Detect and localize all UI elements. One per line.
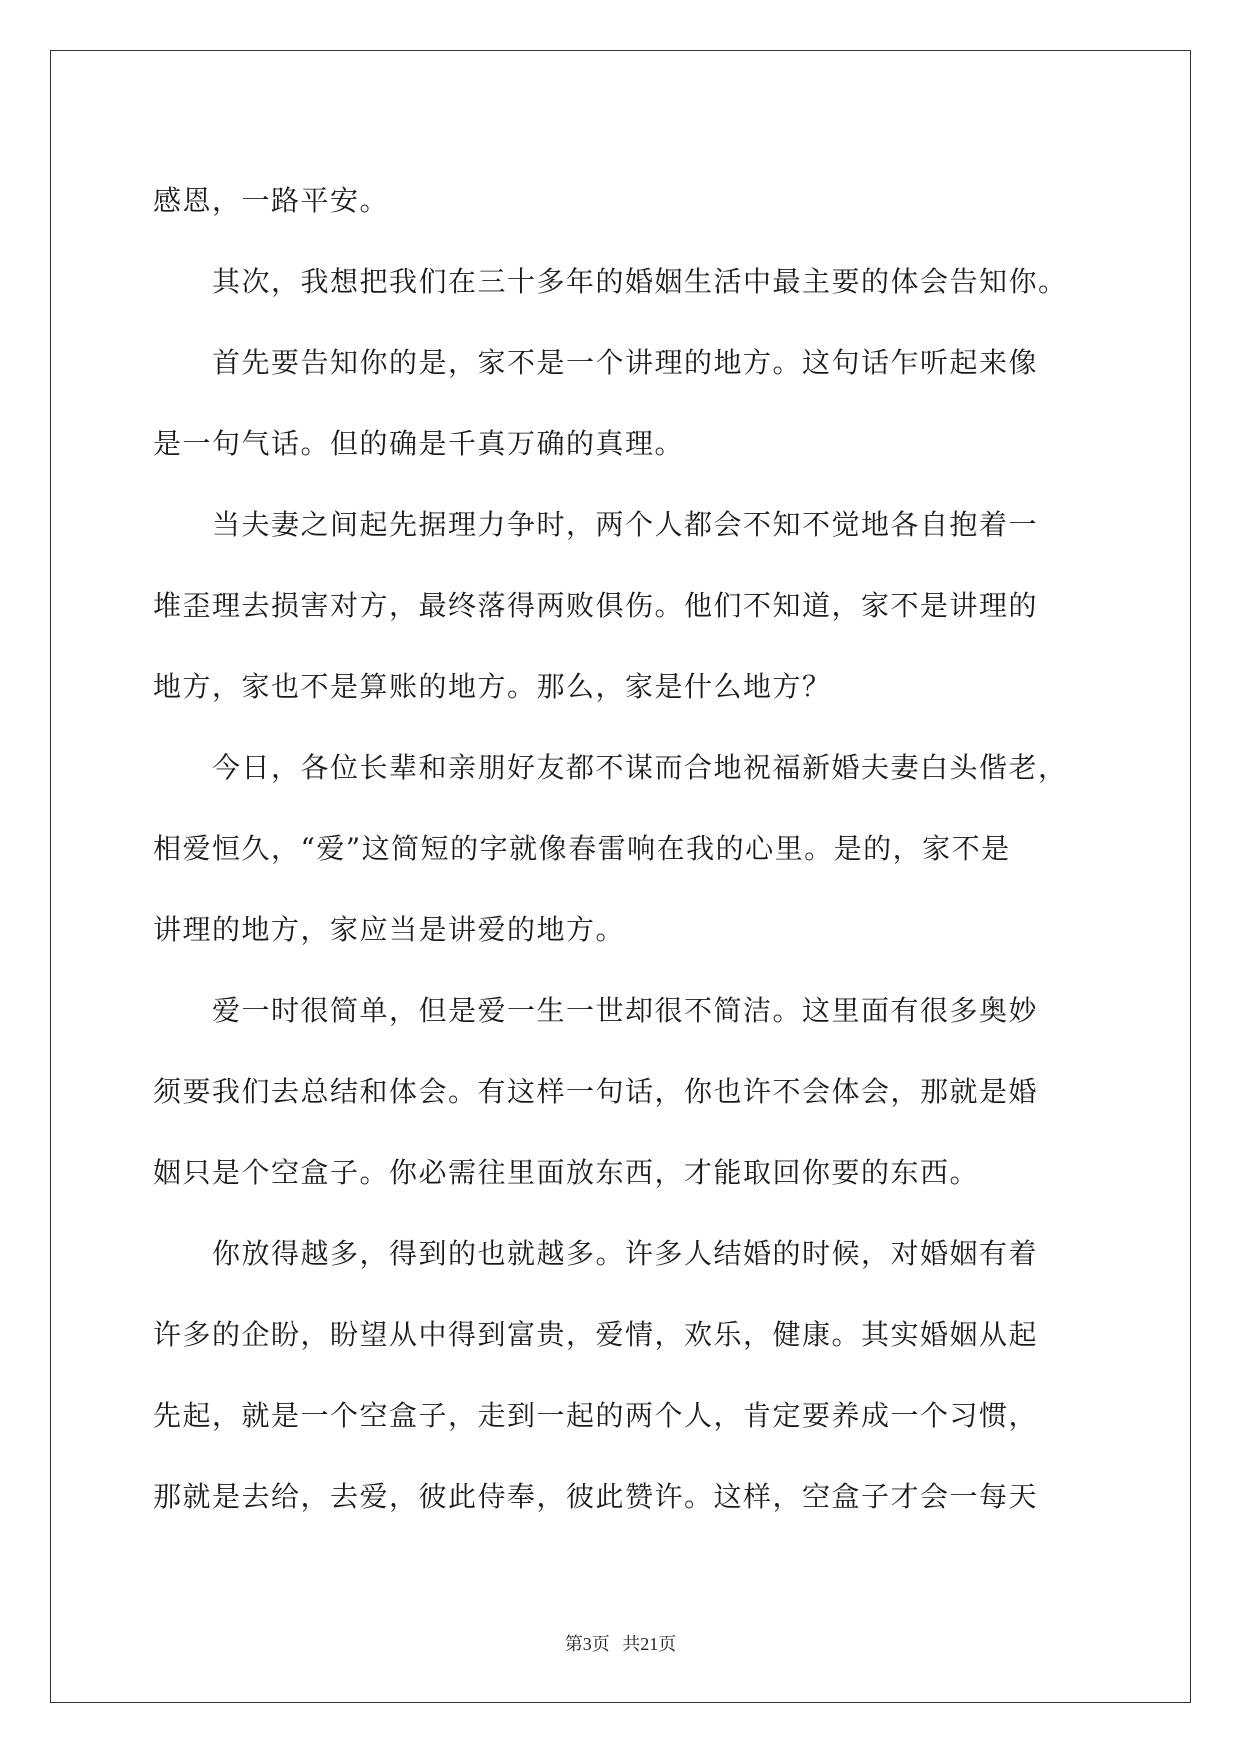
text-line: 首先要告知你的是，家不是一个讲理的地方。这句话乍听起来像 [153, 346, 1039, 379]
text-line: 姻只是个空盒子。你必需往里面放东西，才能取回你要的东西。 [153, 1156, 980, 1189]
text-line: 今日，各位长辈和亲朋好友都不谋而合地祝福新婚夫妻白头偕老， [153, 751, 1068, 784]
text-line: 须要我们去总结和体会。有这样一句话，你也许不会体会，那就是婚 [153, 1075, 1039, 1108]
text-line: 那就是去给，去爱，彼此侍奉，彼此赞许。这样，空盒子才会一每天 [153, 1480, 1039, 1513]
text-line: 许多的企盼，盼望从中得到富贵，爱情，欢乐，健康。其实婚姻从起 [153, 1318, 1039, 1351]
page-number: 第3页 [564, 1634, 610, 1654]
text-line: 地方，家也不是算账的地方。那么，家是什么地方？ [153, 670, 832, 703]
text-line: 当夫妻之间起先据理力争时，两个人都会不知不觉地各自抱着一 [153, 508, 1039, 541]
text-line: 相爱恒久，“爱”这简短的字就像春雷响在我的心里。是的，家不是 [153, 832, 1011, 865]
text-line: 感恩，一路平安。 [153, 184, 390, 217]
text-line: 是一句气话。但的确是千真万确的真理。 [153, 427, 685, 460]
document-body [153, 160, 1093, 1537]
text-line: 先起，就是一个空盒子，走到一起的两个人，肯定要养成一个习惯， [153, 1399, 1039, 1432]
text-line: 其次，我想把我们在三十多年的婚姻生活中最主要的体会告知你。 [153, 265, 1068, 298]
text-line: 讲理的地方，家应当是讲爱的地方。 [153, 913, 626, 946]
page-total: 共21页 [622, 1634, 677, 1654]
text-line: 爱一时很简单，但是爱一生一世却很不简洁。这里面有很多奥妙 [153, 994, 1039, 1027]
text-line: 你放得越多，得到的也就越多。许多人结婚的时候，对婚姻有着 [153, 1237, 1039, 1270]
text-line: 堆歪理去损害对方，最终落得两败俱伤。他们不知道，家不是讲理的 [153, 589, 1039, 622]
page-footer [0, 1630, 1241, 1656]
